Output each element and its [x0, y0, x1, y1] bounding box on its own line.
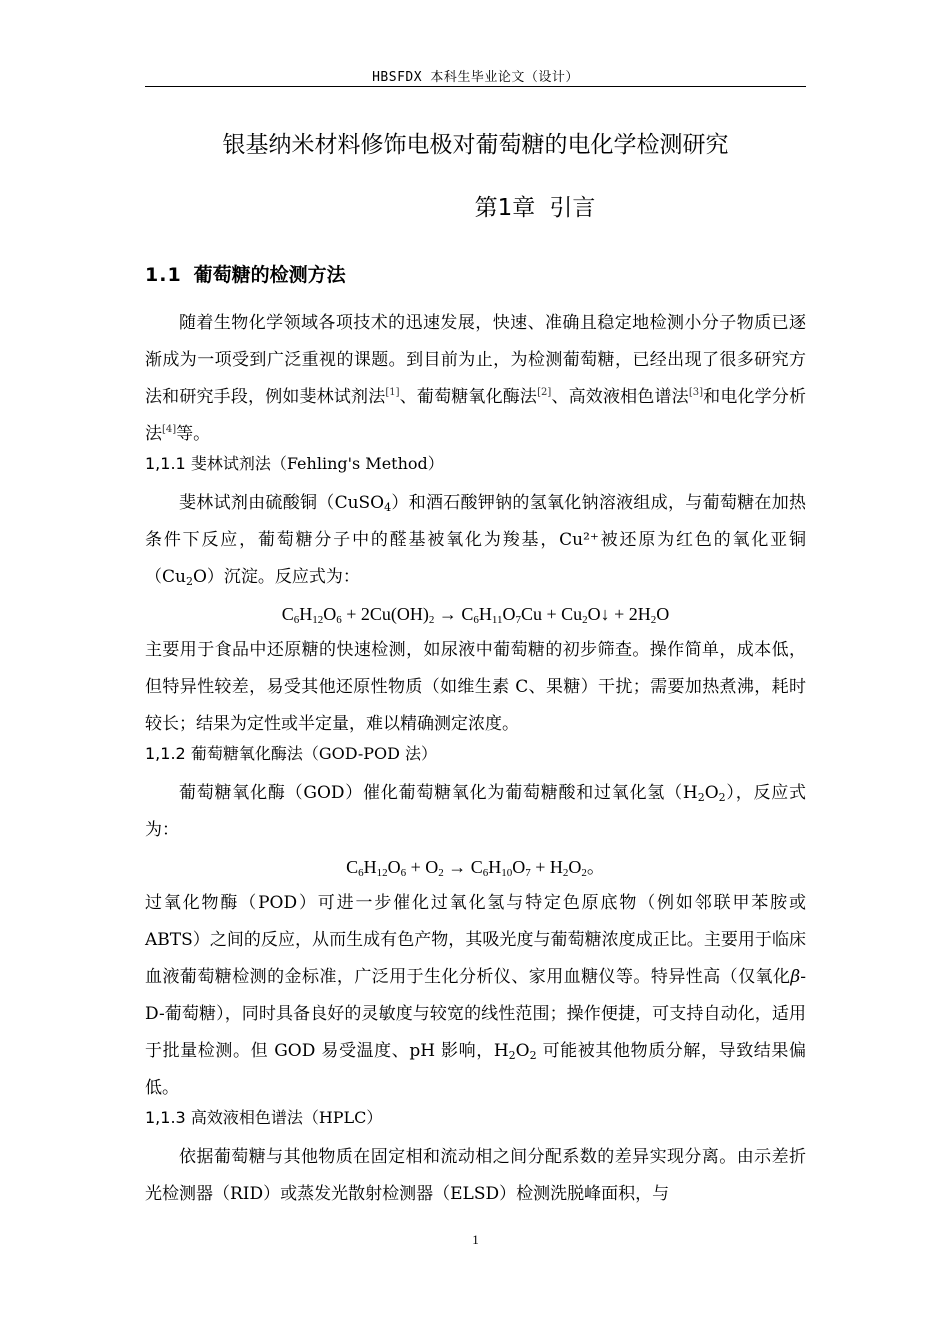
section-number: 1.1	[145, 264, 182, 286]
running-header: HBSFDX 本科生毕业论文（设计）	[372, 70, 579, 85]
section-heading-1-1	[145, 260, 346, 287]
section-title: 葡萄糖的检测方法	[193, 264, 346, 286]
thesis-title: 银基纳米材料修饰电极对葡萄糖的电化学检测研究	[222, 132, 729, 158]
intro-paragraph: 随着生物化学领域各项技术的迅速发展，快速、准确且稳定地检测小分子物质已逐渐成为一项受到广泛重视的课题。到目前为止，为检测葡萄糖，已经出现了很多研究方法和研究手段，例如斐林试剂法[1]、葡萄糖氧化酶法[2]、高效液相色谱法[3]和电化学分析法[4]等。	[145, 313, 807, 444]
body-text	[145, 305, 806, 1213]
header-rule	[145, 86, 806, 87]
god-paragraph: 葡萄糖氧化酶（GOD）催化葡萄糖氧化为葡萄糖酸和过氧化氢$(H_2O_2)$，反应式为：	[145, 783, 806, 840]
fehling-usage-paragraph: 主要用于食品中还原糖的快速检测，如尿液中葡萄糖的初步筛查。操作简单，成本低，但特异性较差，易受其他还原性物质（如维生素 C、果糖）干扰；需要加热煮沸，耗时较长；结果为定性或半定量，难以精确测定浓度。	[145, 640, 806, 734]
chapter-title	[145, 189, 925, 222]
citation-ref: [1]	[385, 387, 400, 398]
page-number: 1	[472, 1232, 479, 1247]
subsection-heading-1-1-1: 1,1.1 斐林试剂法（Fehling's Method）	[145, 454, 444, 473]
citation-ref: [4]	[162, 424, 177, 435]
god-equation: $C_6H_{12}O_6 + O_2 \to C_6H_{10}O_7 + H_2O_2$。	[346, 857, 605, 879]
pod-paragraph: 过氧化物酶（POD）可进一步催化过氧化氢与特定色原底物（例如邻联甲苯胺或 ABTS）之间的反应，从而生成有色产物，其吸光度与葡萄糖浓度成正比。主要用于临床血液葡萄糖检测的金标准，广泛用于生化分析仪、家用血糖仪等。特异性高（仅氧化β-D-葡萄糖），同时具备良好的灵敏度与较宽的线性范围；操作便捷，可支持自动化，适用于批量检测。但 GOD 易受温度、pH 影响，$H_2O_2$ 可能被其他物质分解，导致结果偏低。	[145, 893, 806, 1098]
citation-ref: [3]	[688, 387, 703, 398]
fehling-equation: $C_6H_{12}O_6 + 2Cu(OH)_2 \to C_6H_{11}O_7Cu$ + $Cu_2O↓ + 2H_2O$	[281, 604, 670, 626]
subsection-heading-1-1-2: 1,1.2 葡萄糖氧化酶法（GOD-POD 法）	[145, 744, 438, 763]
chapter-number: 第1章	[474, 195, 536, 221]
fehling-paragraph: 斐林试剂由硫酸铜（CuSO$_4$）和酒石酸钾钠的氢氧化钠溶液组成，与葡萄糖在加热条件下反应，葡萄糖分子中的醛基被氧化为羧基，Cu²⁺被还原为红色的氧化亚铜$(Cu_2O)$沉淀。反应式为：	[145, 493, 806, 588]
chapter-name: 引言	[549, 195, 596, 221]
hplc-paragraph: 依据葡萄糖与其他物质在固定相和流动相之间分配系数的差异实现分离。由示差折光检测器（RID）或蒸发光散射检测器（ELSD）检测洗脱峰面积，与	[145, 1147, 806, 1204]
citation-ref: [2]	[537, 387, 552, 398]
subsection-heading-1-1-3: 1,1.3 高效液相色谱法（HPLC）	[145, 1108, 383, 1127]
